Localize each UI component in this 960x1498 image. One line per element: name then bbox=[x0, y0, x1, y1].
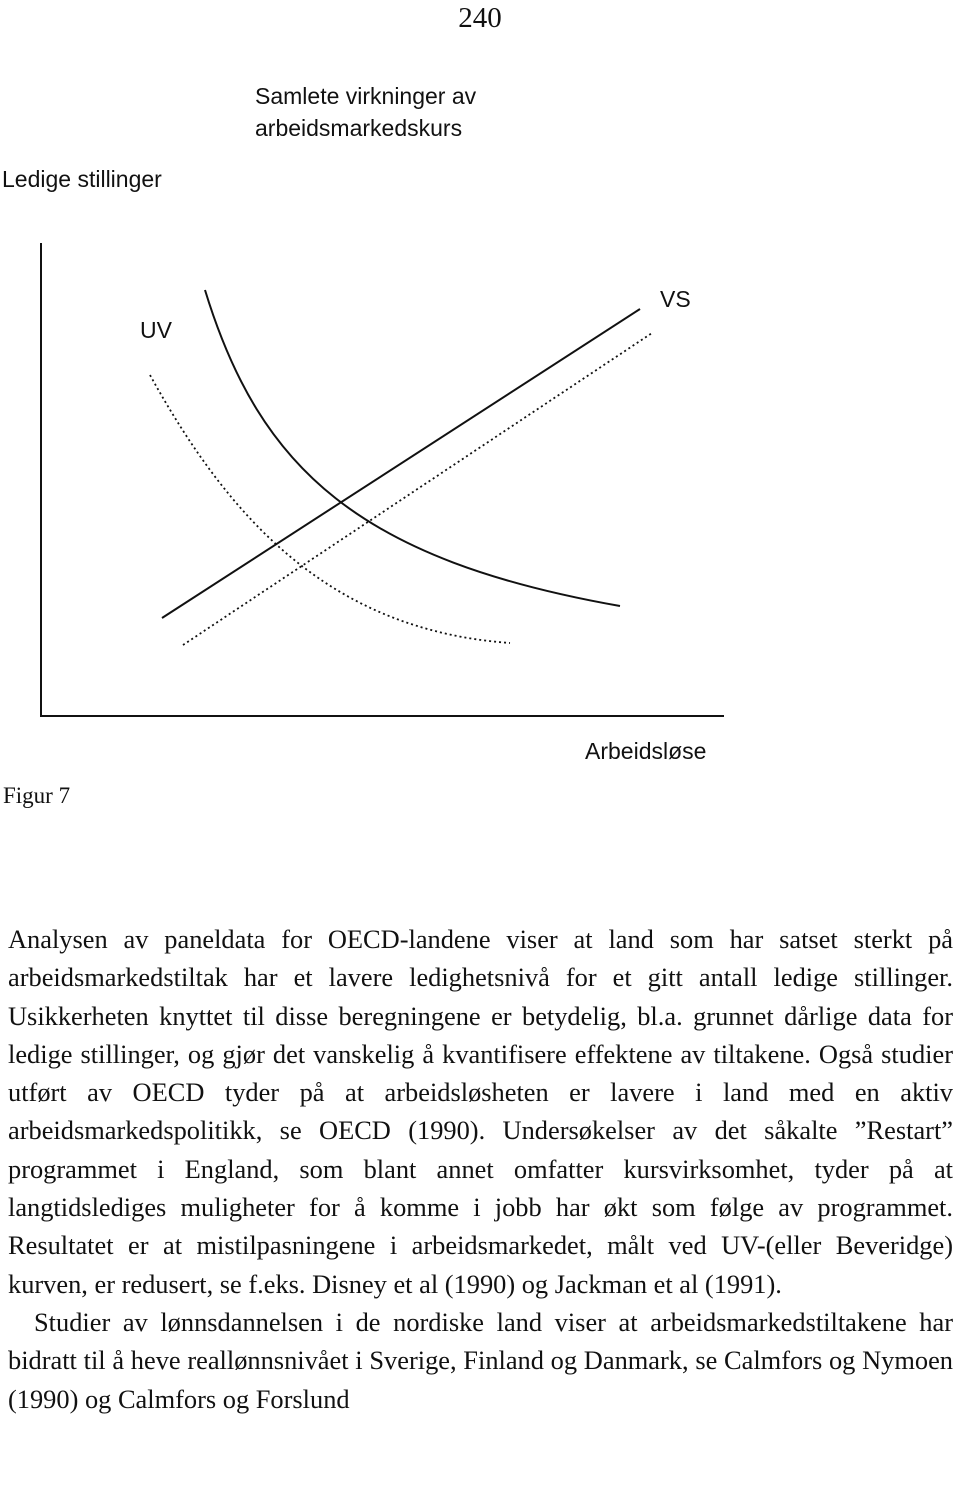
figure-caption: Figur 7 bbox=[3, 783, 71, 808]
y-axis-label: Ledige stillinger bbox=[2, 166, 162, 192]
body-text bbox=[8, 920, 953, 1418]
uv-curve-solid bbox=[205, 290, 620, 606]
vs-curve-label: VS bbox=[660, 286, 691, 312]
figure-title-line-1: Samlete virkninger av bbox=[255, 83, 477, 109]
x-axis-label: Arbeidsløse bbox=[585, 738, 707, 764]
vs-line-solid bbox=[162, 309, 640, 618]
page-number: 240 bbox=[458, 2, 502, 34]
paragraph-2: Studier av lønnsdannelsen i de nordiske land viser at arbeidsmarkedstiltakene har bidratt til å heve reallønnsnivået i Sverige, Finland og Danmark, se Calmfors og Nymoen (1990) og Calmfors og Forslund bbox=[8, 1306, 953, 1414]
figure-title-line-2: arbeidsmarkedskurs bbox=[255, 115, 463, 141]
uv-curve-label: UV bbox=[140, 317, 172, 343]
paragraph-1: Analysen av paneldata for OECD-landene viser at land som har satset sterkt på arbeidsmarkedstiltak har et lavere ledighetsnivå for et gitt antall ledige stillinger. Usikkerheten knyttet til disse beregningene er betydelig, bl.a. grunnet dårlige data for ledige stillinger, og gjør det vanskelig å kvantifisere effektene av tiltakene. Også studier utført av OECD tyder på at arbeidsløsheten er lavere i land med en aktiv arbeidsmarkedspolitikk, se OECD (1990). Undersøkelser av det såkalte ”Restart” programmet i England, som blant annet omfatter kursvirksomhet, tyder på at langtidslediges muligheter for å komme i jobb har økt som følge av programmet. Resultatet er at mistilpasningene i arbeidsmarkedet, målt ved UV-(eller Beveridge) kurven, er redusert, se f.eks. Disney et al (1990) og Jackman et al (1991). bbox=[8, 924, 953, 1299]
